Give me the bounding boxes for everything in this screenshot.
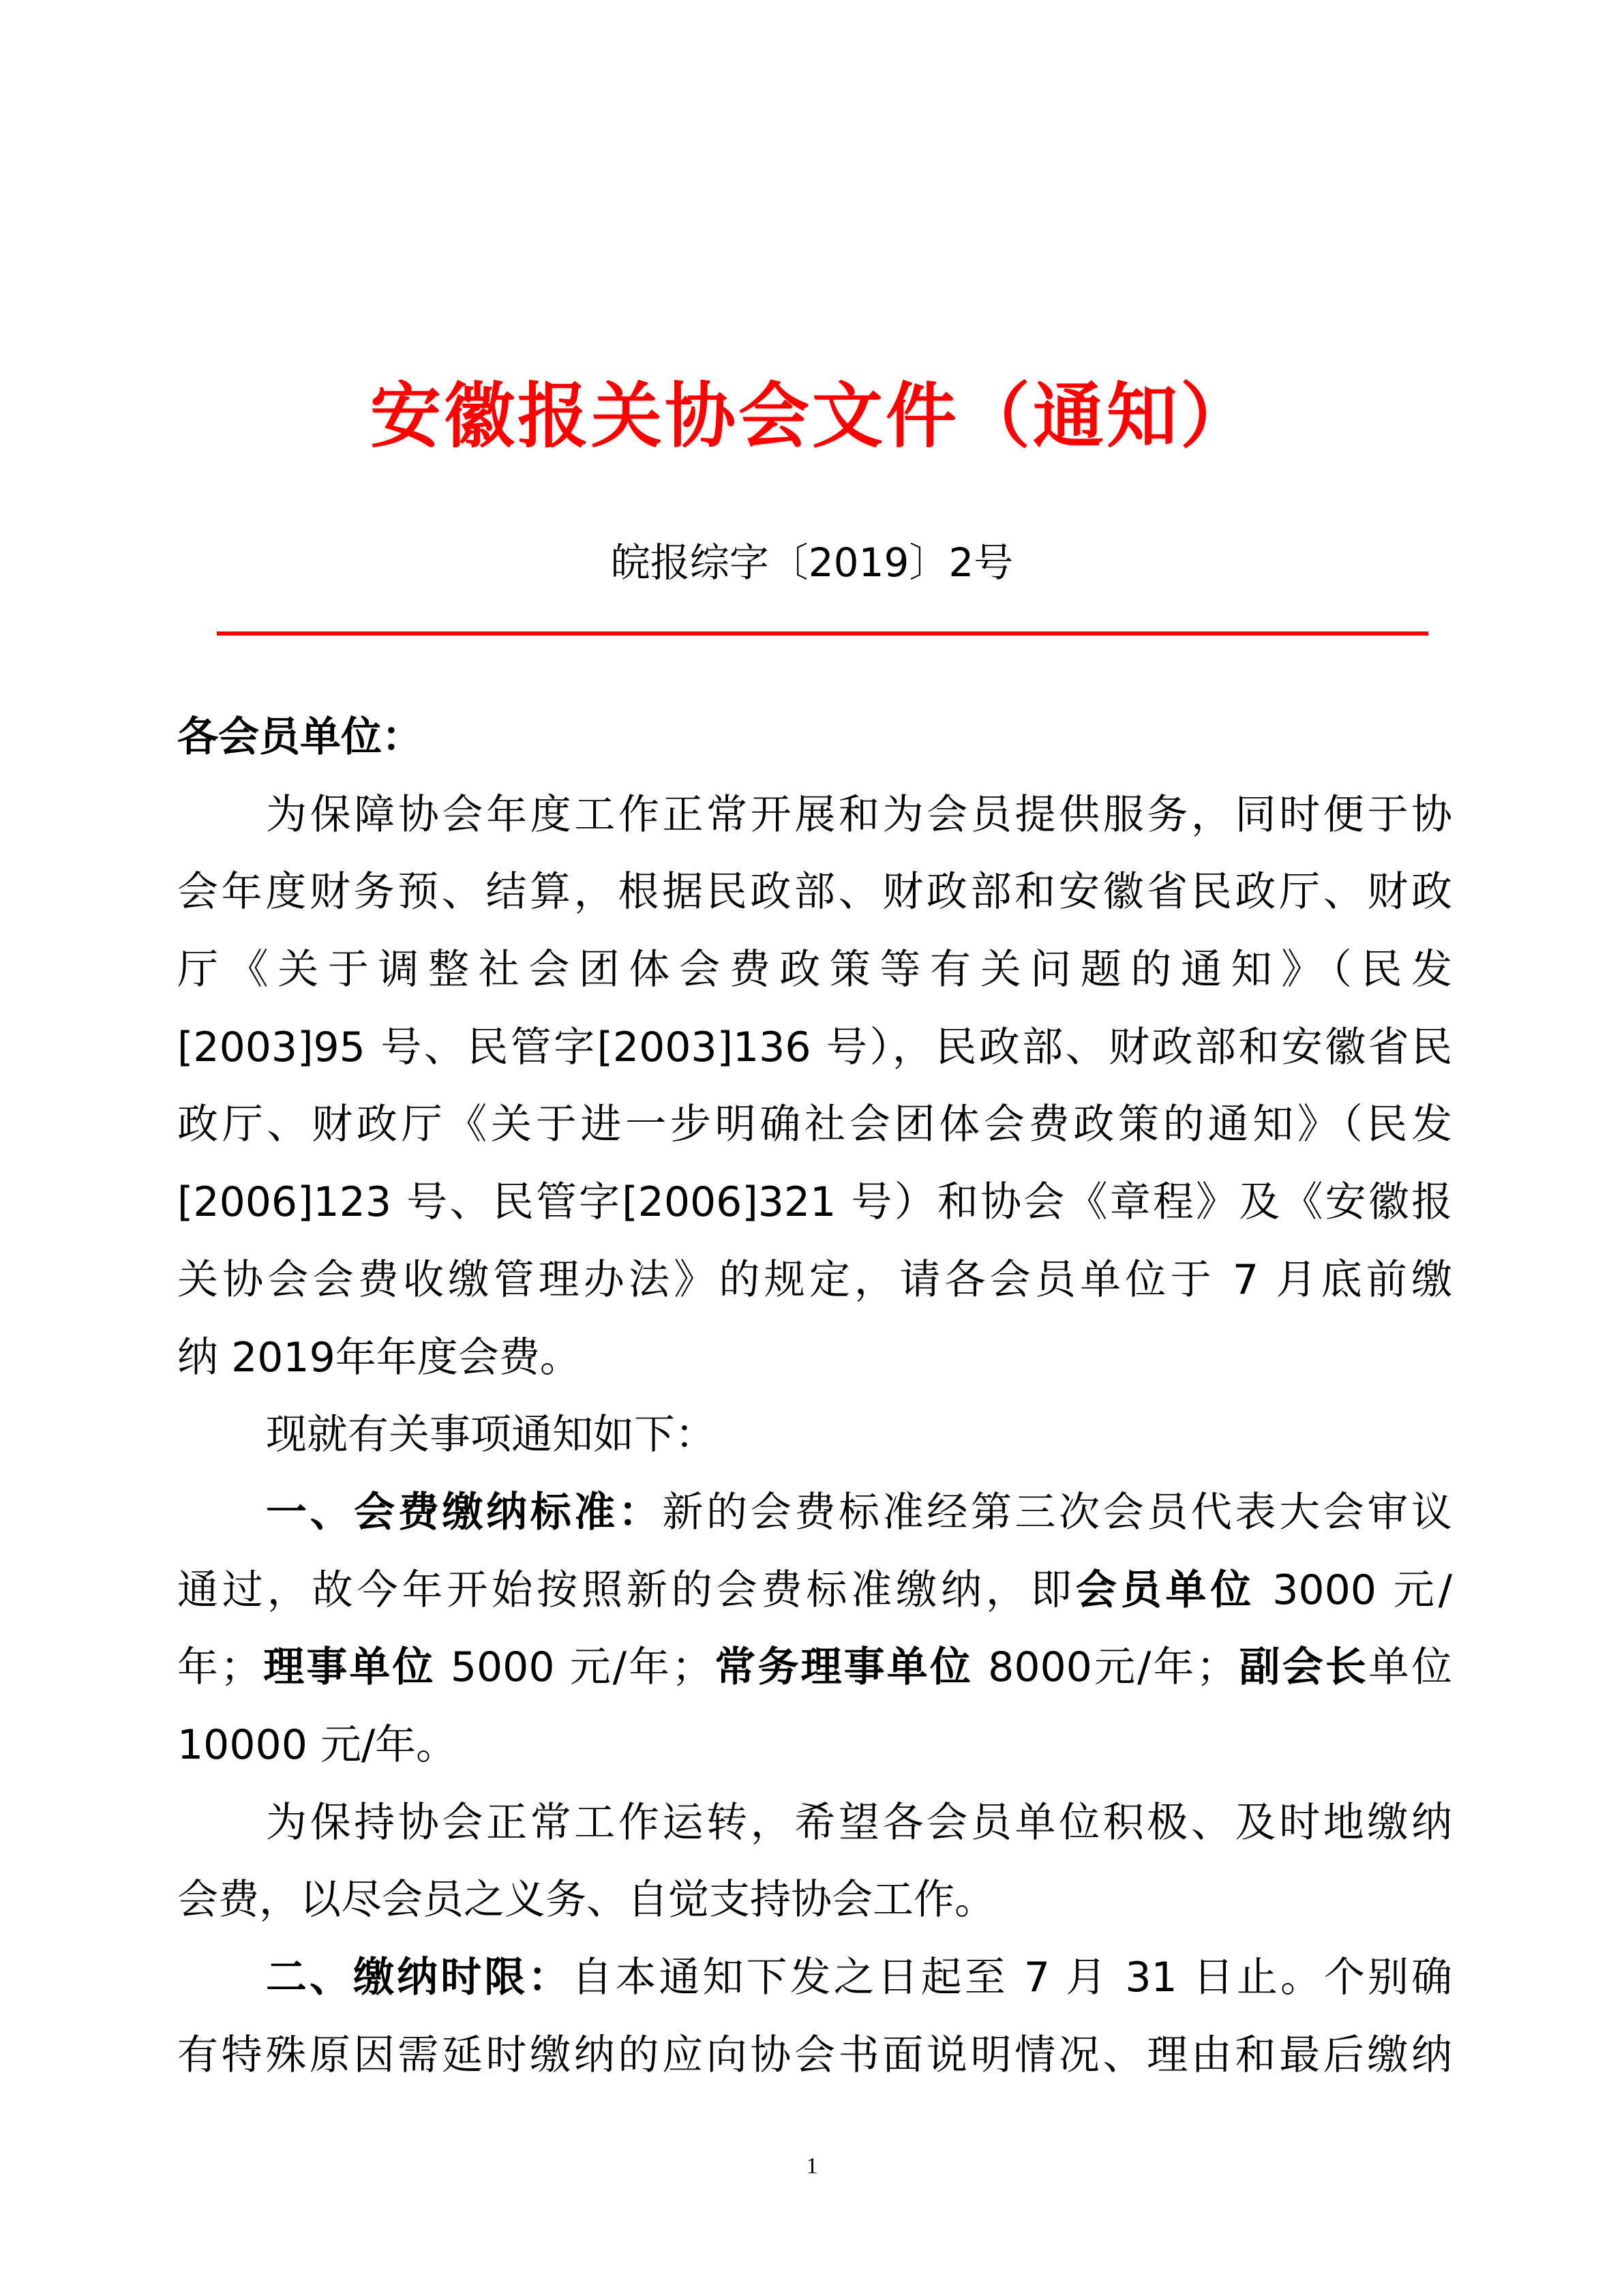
fee-amount-director: 5000 元/年； <box>435 1643 713 1692</box>
section-1-text: 新的会费标准经第三次会员代表大会审议 <box>662 1488 1453 1536</box>
paragraph-line: 政厅、财政厅《关于进一步明确社会团体会费政策的通知》（民发 <box>177 1101 1452 1149</box>
section-2-line <box>177 1939 1452 2017</box>
paragraph-line: 关协会会费收缴管理办法》的规定，请各会员单位于 7 月底前缴 <box>177 1255 1452 1304</box>
section-1-line: 10000 元/年。 <box>177 1720 457 1769</box>
red-divider-line <box>217 631 1428 636</box>
section-1-text: 年； <box>177 1643 262 1692</box>
paragraph-line: 会年度财务预、结算，根据民政部、财政部和安徽省民政厅、财政 <box>177 868 1452 916</box>
paragraph-line: 为保障协会年度工作正常开展和为会员提供服务，同时便于协 <box>266 790 1452 839</box>
paragraph-line: 现就有关事项通知如下： <box>266 1411 716 1459</box>
fee-tier-vice-president: 副会长 <box>1237 1643 1368 1692</box>
paragraph-line: 纳 2019年年度会费。 <box>177 1333 581 1382</box>
fee-amount-standing-director: 8000元/年； <box>972 1643 1237 1692</box>
salutation: 各会员单位： <box>177 713 423 761</box>
section-2-text: 自本通知下发之日起至 7 月 31 日止。个别确 <box>571 1954 1453 2001</box>
section-1-line <box>177 1474 1452 1552</box>
section-1-text: 单位 <box>1368 1643 1453 1692</box>
section-1-line <box>177 1552 1452 1630</box>
document-number: 皖报综字〔2019〕2号 <box>610 539 1014 586</box>
document-title: 安徽报关协会文件（通知） <box>370 374 1254 458</box>
section-2-line: 有特殊原因需延时缴纳的应向协会书面说明情况、理由和最后缴纳 <box>177 2031 1452 2079</box>
section-1-line <box>177 1629 1452 1707</box>
paragraph-line: 会费，以尽会员之义务、自觉支持协会工作。 <box>177 1876 995 1924</box>
paragraph-line: 为保持协会正常工作运转，希望各会员单位积极、及时地缴纳 <box>266 1798 1452 1847</box>
paragraph-line: [2006]123 号、民管字[2006]321 号）和协会《章程》及《安徽报 <box>177 1178 1452 1227</box>
fee-tier-director: 理事单位 <box>261 1643 436 1692</box>
section-1-text: 通过，故今年开始按照新的会费标准缴纳，即 <box>177 1566 1076 1614</box>
fee-amount-member: 3000 元/ <box>1255 1566 1452 1614</box>
fee-tier-standing-director: 常务理事单位 <box>712 1643 973 1692</box>
section-2-heading: 二、缴纳时限： <box>266 1954 572 2001</box>
section-1-heading: 一、会费缴纳标准： <box>266 1488 663 1536</box>
page-number: 1 <box>806 2153 818 2179</box>
fee-tier-member: 会员单位 <box>1075 1566 1256 1614</box>
paragraph-line: [2003]95 号、民管字[2003]136 号），民政部、财政部和安徽省民 <box>177 1023 1452 1071</box>
paragraph-line: 厅《关于调整社会团体会费政策等有关问题的通知》（民发 <box>177 946 1452 994</box>
document-body <box>177 699 1452 2094</box>
